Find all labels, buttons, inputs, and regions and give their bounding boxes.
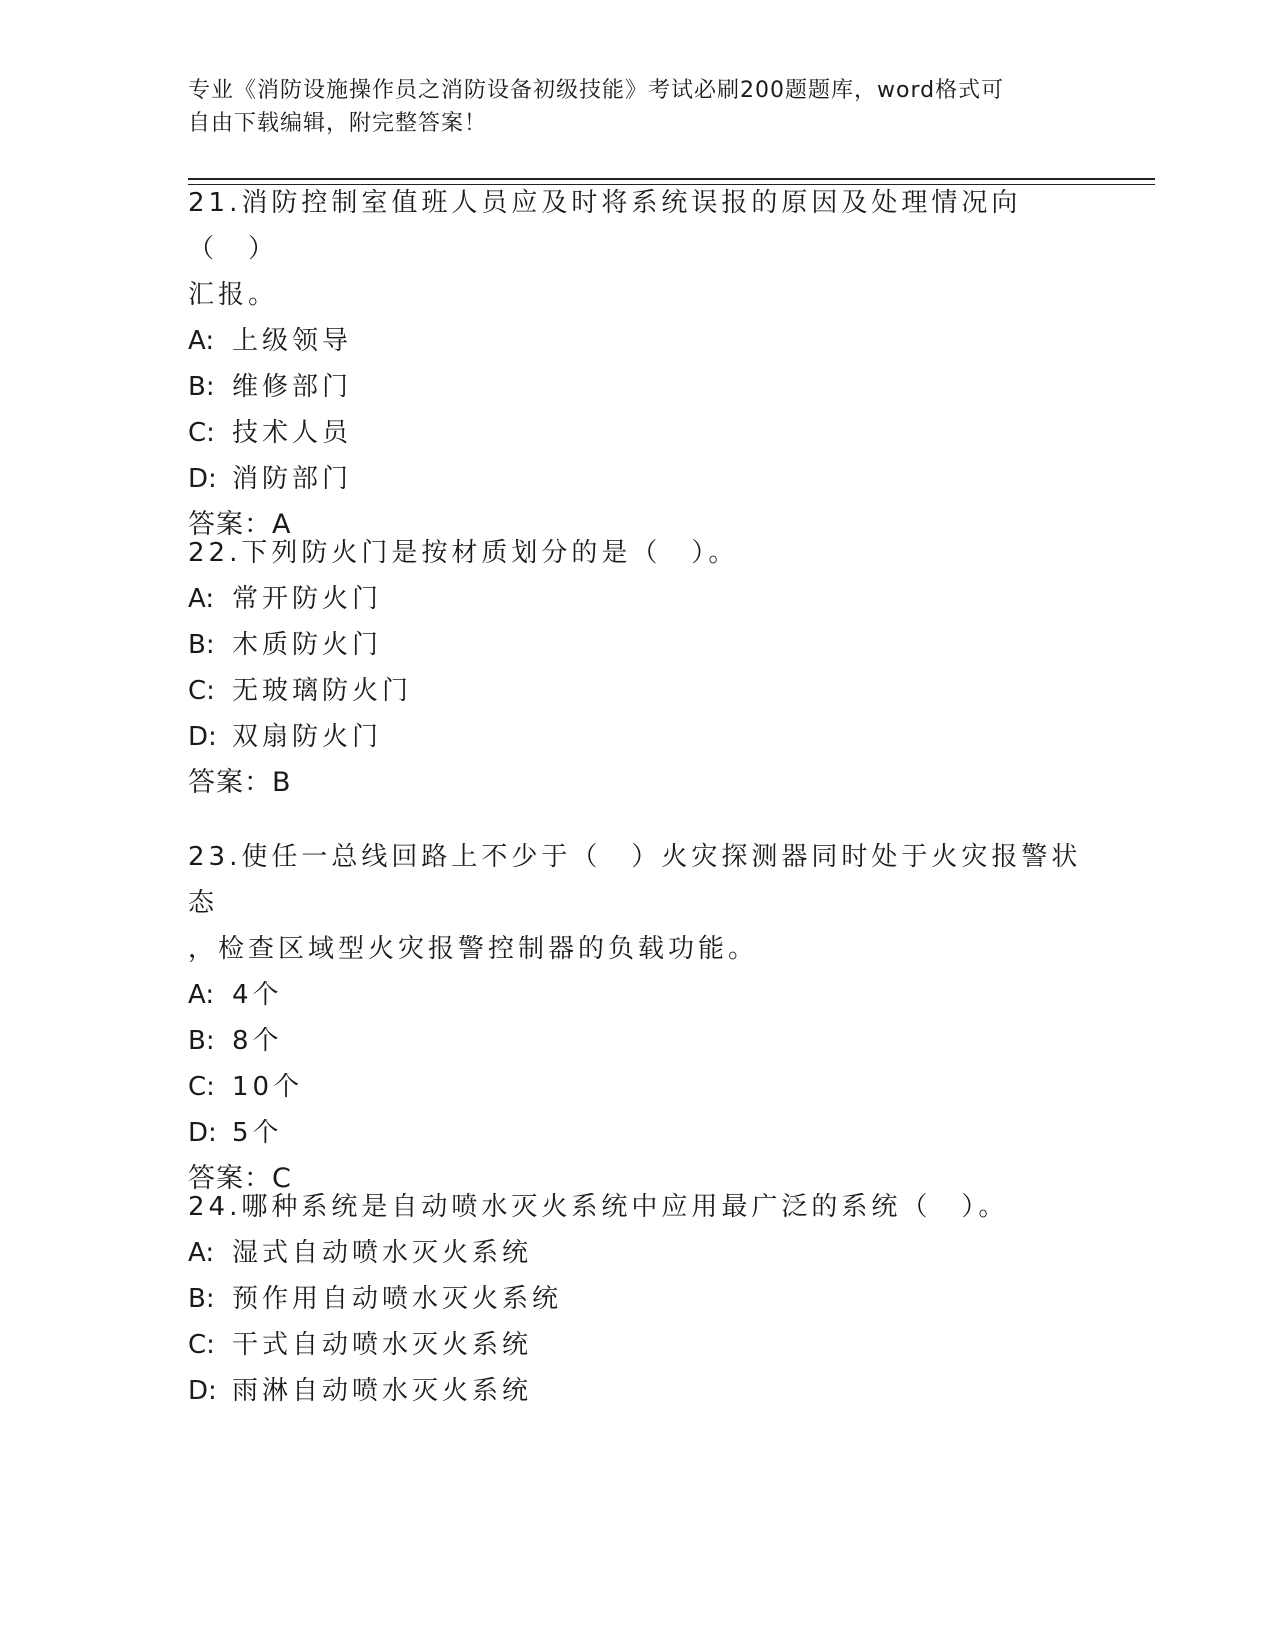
option-c <box>188 1064 1088 1110</box>
question-text-line: 24.哪种系统是自动喷水灭火系统中应用最广泛的系统（ ）。 <box>188 1192 1009 1222</box>
option-letter: B: <box>188 630 215 660</box>
option-letter: C: <box>188 676 215 706</box>
option-letter: A: <box>188 584 215 614</box>
question-21 <box>188 180 1088 548</box>
question-23 <box>188 834 1088 1202</box>
option-letter: C: <box>188 1072 215 1102</box>
option-text: 维修部门 <box>232 372 353 402</box>
answer-line: 答案：C <box>188 1163 292 1194</box>
option-text: 4个 <box>232 980 283 1010</box>
option-text: 8个 <box>232 1026 283 1056</box>
option-text: 常开防火门 <box>232 584 383 614</box>
question-text-line: 23.使任一总线回路上不少于（ ）火灾探测器同时处于火灾报警状态 <box>188 842 1082 918</box>
option-c <box>188 410 1088 456</box>
option-text: 上级领导 <box>232 326 353 356</box>
option-d <box>188 1368 1088 1414</box>
option-text: 5个 <box>232 1118 283 1148</box>
option-text: 干式自动喷水灭火系统 <box>232 1330 533 1360</box>
option-b <box>188 1018 1088 1064</box>
option-letter: D: <box>188 722 217 752</box>
document-header <box>188 74 1088 140</box>
option-a <box>188 576 1088 622</box>
option-letter: B: <box>188 1284 215 1314</box>
option-a <box>188 1230 1088 1276</box>
answer-line: 答案：A <box>188 509 292 540</box>
option-letter: D: <box>188 1118 217 1148</box>
option-c <box>188 1322 1088 1368</box>
option-letter: D: <box>188 1376 217 1406</box>
option-d <box>188 714 1088 760</box>
option-text: 湿式自动喷水灭火系统 <box>232 1238 533 1268</box>
question-text-line: 21.消防控制室值班人员应及时将系统误报的原因及处理情况向（ ） <box>188 188 1022 264</box>
option-b <box>188 622 1088 668</box>
option-letter: A: <box>188 1238 215 1268</box>
option-letter: A: <box>188 326 215 356</box>
header-line-1: 专业《消防设施操作员之消防设备初级技能》考试必刷200题题库，word格式可 <box>188 78 1005 103</box>
option-letter: B: <box>188 1026 215 1056</box>
option-text: 木质防火门 <box>232 630 383 660</box>
option-text: 技术人员 <box>232 418 353 448</box>
question-text-line: ，检查区域型火灾报警控制器的负载功能。 <box>188 934 759 964</box>
option-letter: C: <box>188 418 215 448</box>
option-text: 无玻璃防火门 <box>232 676 413 706</box>
option-letter: A: <box>188 980 215 1010</box>
option-text: 双扇防火门 <box>232 722 383 752</box>
option-c <box>188 668 1088 714</box>
answer-line: 答案：B <box>188 767 292 798</box>
question-22 <box>188 530 1088 806</box>
header-line-2: 自由下载编辑，附完整答案！ <box>188 111 488 136</box>
option-text: 预作用自动喷水灭火系统 <box>232 1284 563 1314</box>
option-text: 消防部门 <box>232 464 353 494</box>
option-letter: D: <box>188 464 217 494</box>
option-d <box>188 1110 1088 1156</box>
option-letter: C: <box>188 1330 215 1360</box>
option-a <box>188 972 1088 1018</box>
option-letter: B: <box>188 372 215 402</box>
option-a <box>188 318 1088 364</box>
option-d <box>188 456 1088 502</box>
option-text: 10个 <box>232 1072 304 1102</box>
option-b <box>188 1276 1088 1322</box>
option-text: 雨淋自动喷水灭火系统 <box>232 1376 533 1406</box>
option-b <box>188 364 1088 410</box>
question-text-line: 22.下列防火门是按材质划分的是（ ）。 <box>188 538 739 568</box>
question-24 <box>188 1184 1088 1414</box>
question-text-line: 汇报。 <box>188 280 279 310</box>
